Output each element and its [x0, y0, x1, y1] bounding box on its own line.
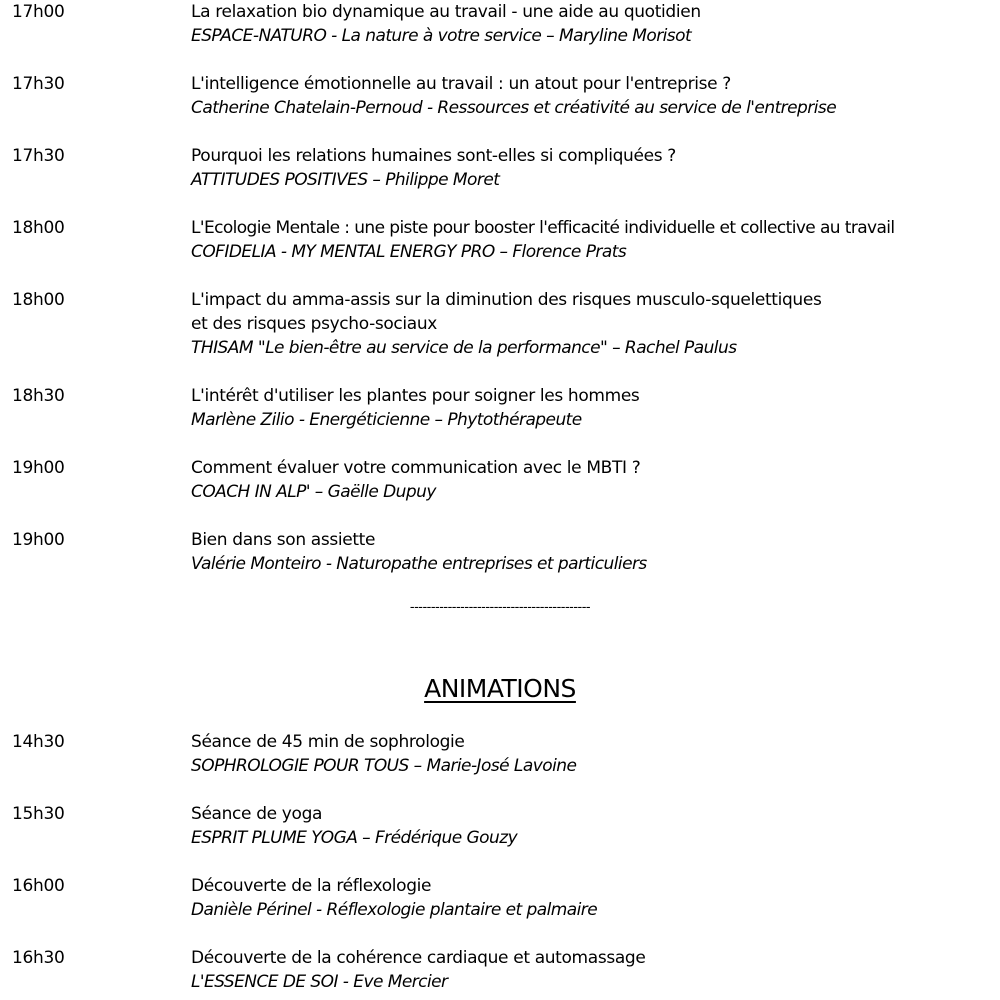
entry-speaker: L'ESSENCE DE SOI - Eve Mercier [191, 972, 448, 992]
separator-dashes: ------------------------------------------- [409, 600, 591, 615]
entry-title [191, 0, 701, 24]
entry-title-line: L'impact du amma-assis sur la diminution des risques musculo-squelettiques [191, 290, 822, 310]
entry-title-line: L'intérêt d'utiliser les plantes pour soigner les hommes [191, 386, 640, 406]
entry-speaker: Valérie Monteiro - Naturopathe entreprises et particuliers [191, 554, 647, 574]
entry-time: 18h00 [12, 290, 65, 310]
entry-title-line: Découverte de la cohérence cardiaque et automassage [191, 948, 646, 968]
entry-title [191, 144, 676, 168]
entry-time: 18h30 [12, 386, 65, 406]
entry-title-line: Séance de yoga [191, 804, 323, 824]
entry-time: 17h00 [12, 2, 65, 22]
entry-title [191, 456, 640, 480]
entry-time: 15h30 [12, 804, 65, 824]
entry-title-line: Bien dans son assiette [191, 530, 376, 550]
entry-time: 16h30 [12, 948, 65, 968]
entry-title [191, 288, 821, 336]
entry-title [191, 874, 431, 898]
entry-time: 19h00 [12, 530, 65, 550]
entry-speaker: Danièle Périnel - Réflexologie plantaire et palmaire [191, 900, 598, 920]
entry-title [191, 384, 639, 408]
animations-heading: ANIMATIONS [424, 674, 576, 703]
entry-speaker: Marlène Zilio - Energéticienne – Phytothérapeute [191, 410, 582, 430]
entry-time: 16h00 [12, 876, 65, 896]
entry-title-line: Séance de 45 min de sophrologie [191, 732, 465, 752]
entry-title [191, 802, 322, 826]
entry-title-line: Découverte de la réflexologie [191, 876, 432, 896]
entry-speaker: ESPACE-NATURO - La nature à votre service – Maryline Morisot [191, 26, 692, 46]
entry-time: 17h30 [12, 146, 65, 166]
entry-speaker: Catherine Chatelain-Pernoud - Ressources et créativité au service de l'entreprise [191, 98, 837, 118]
entry-title [191, 72, 731, 96]
entry-speaker: ESPRIT PLUME YOGA – Frédérique Gouzy [191, 828, 518, 848]
entry-speaker: THISAM "Le bien-être au service de la performance" – Rachel Paulus [191, 338, 737, 358]
entry-title-line: Comment évaluer votre communication avec le MBTI ? [191, 458, 641, 478]
entry-title-line: et des risques psycho-sociaux [191, 314, 438, 334]
entry-title [191, 528, 375, 552]
entry-time: 18h00 [12, 218, 65, 238]
entry-title [191, 216, 895, 240]
entry-title [191, 946, 645, 970]
entry-title-line: L'Ecologie Mentale : une piste pour booster l'efficacité individuelle et collective au travail [191, 218, 895, 238]
entry-speaker: ATTITUDES POSITIVES – Philippe Moret [191, 170, 500, 190]
entry-time: 19h00 [12, 458, 65, 478]
entry-time: 17h30 [12, 74, 65, 94]
entry-title-line: Pourquoi les relations humaines sont-elles si compliquées ? [191, 146, 676, 166]
entry-time: 14h30 [12, 732, 65, 752]
entry-speaker: SOPHROLOGIE POUR TOUS – Marie-José Lavoine [191, 756, 577, 776]
entry-title-line: La relaxation bio dynamique au travail - une aide au quotidien [191, 2, 701, 22]
entry-title [191, 730, 465, 754]
entry-speaker: COFIDELIA - MY MENTAL ENERGY PRO – Florence Prats [191, 242, 627, 262]
section-separator [0, 600, 1000, 615]
entry-title-line: L'intelligence émotionnelle au travail : un atout pour l'entreprise ? [191, 74, 731, 94]
entry-speaker: COACH IN ALP' – Gaëlle Dupuy [191, 482, 436, 502]
